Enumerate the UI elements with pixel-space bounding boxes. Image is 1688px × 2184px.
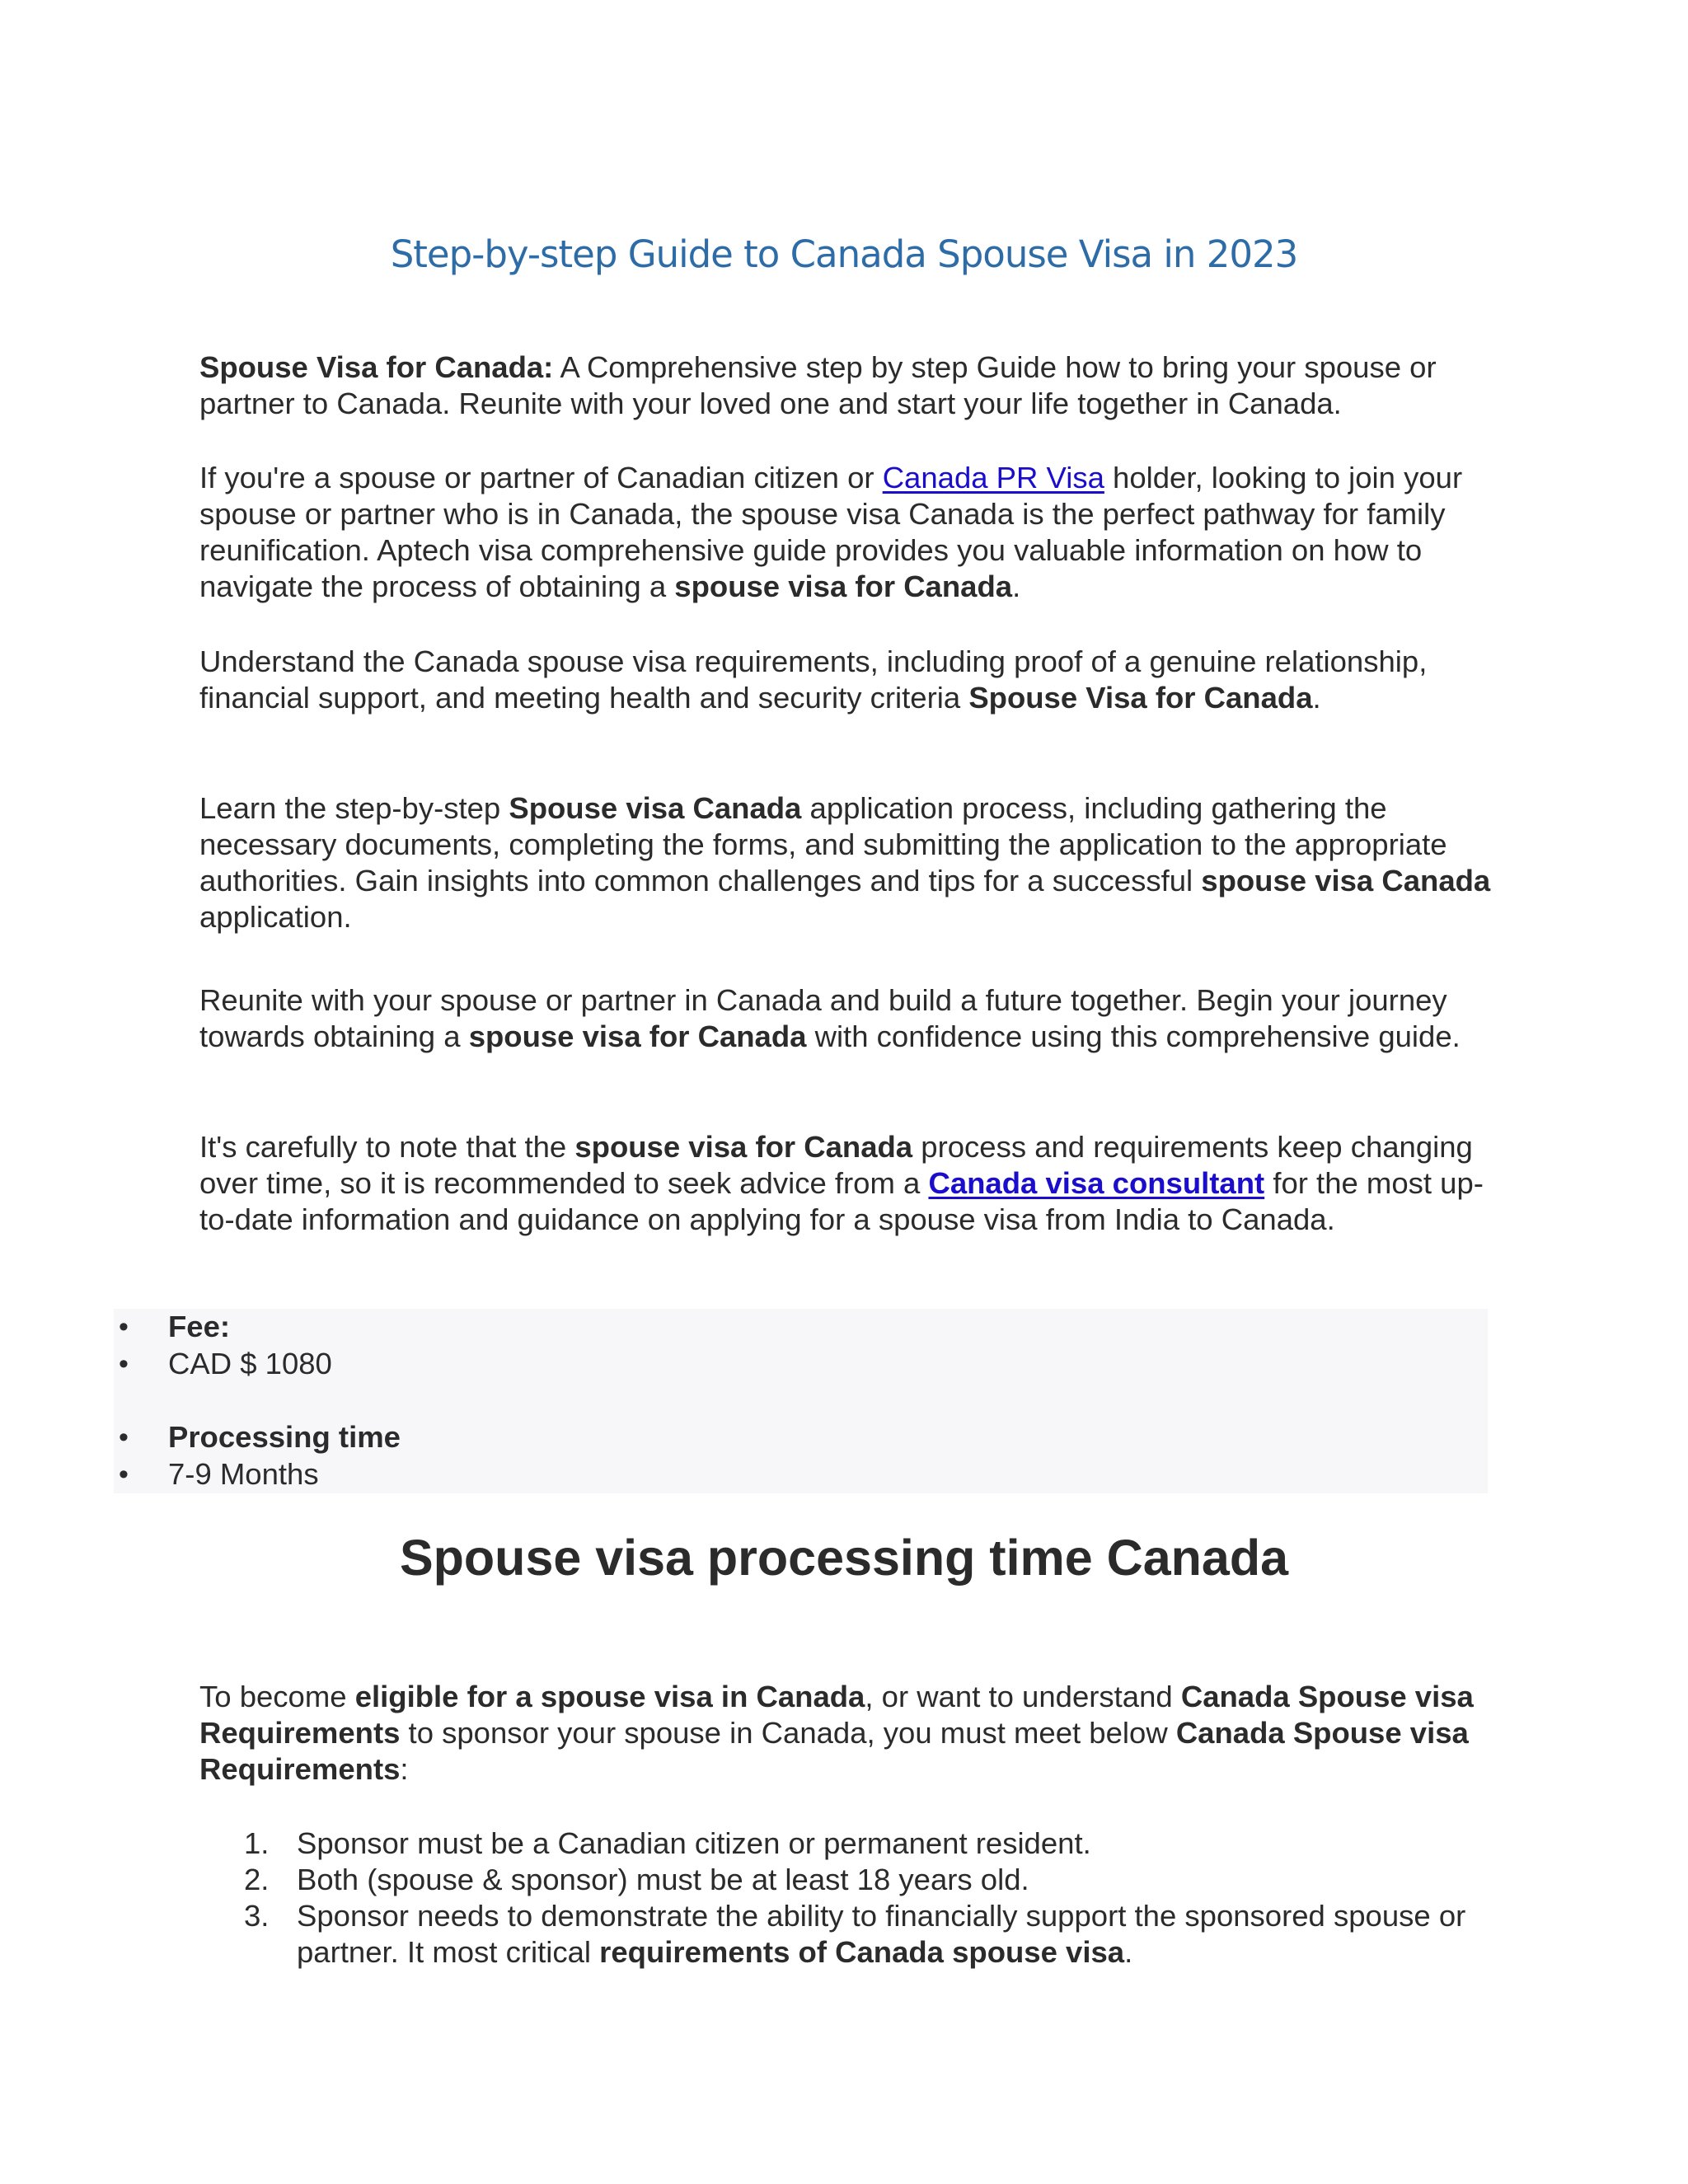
intro-bold: Spouse Visa for Canada:: [199, 350, 554, 384]
text: .: [1312, 681, 1321, 715]
text: To become: [199, 1680, 355, 1713]
text: Reunite with your spouse or partner in Canada and build a future together. Begin your journey towards obtaining a: [199, 983, 1447, 1053]
bold-text: Canada Spouse visa Requirements: [199, 1716, 1469, 1786]
bold-text: spouse visa for Canada: [674, 569, 1013, 603]
text: If you're a spouse or partner of Canadian citizen or: [199, 461, 883, 494]
list-text: [297, 1898, 1484, 1971]
text: to sponsor your spouse in Canada, you must meet below: [400, 1716, 1176, 1750]
requirements-paragraph: [199, 644, 1502, 716]
bullet-icon: •: [119, 1422, 129, 1453]
reunite-paragraph: [199, 982, 1502, 1055]
bold-text: eligible for a spouse visa in Canada: [354, 1680, 865, 1713]
text: with confidence using this comprehensive guide.: [806, 1019, 1461, 1053]
bullet-icon: •: [119, 1459, 129, 1490]
text: application process, including gathering the necessary documents, completing the forms, and submitting the application to the appropriate authorities. Gain insights into common challenges and tips for a successful: [199, 791, 1447, 898]
bold-text: Spouse visa Canada: [509, 791, 802, 825]
text: .: [1012, 569, 1021, 603]
fee-info-box: [114, 1309, 1488, 1493]
text: for the most up-to-date information and guidance on applying for a spouse visa from India to Canada.: [199, 1166, 1484, 1236]
process-paragraph: [199, 790, 1502, 935]
list-number: 2.: [244, 1863, 270, 1896]
text: Understand the Canada spouse visa requirements, including proof of a genuine relationship, financial support, and meeting health and security criteria: [199, 644, 1428, 715]
text: process and requirements keep changing over time, so it is recommended to seek advice from a: [199, 1130, 1473, 1200]
bold-text: spouse visa for Canada: [468, 1019, 807, 1053]
section-heading: Spouse visa processing time Canada: [399, 1530, 1289, 1586]
bold-text: Canada Spouse visa Requirements: [199, 1680, 1474, 1750]
bold-text: requirements of Canada spouse visa: [599, 1935, 1125, 1969]
text: application.: [199, 900, 352, 934]
list-text: Both (spouse & sponsor) must be at least 18 years old.: [297, 1863, 1029, 1896]
text: holder, looking to join your spouse or partner who is in Canada, the spouse visa Canada is the perfect pathway for family reunification. Aptech visa comprehensive guide provides you valuable information on how to navigate the process of obtaining a: [199, 461, 1463, 603]
intro-text: A Comprehensive step by step Guide how to bring your spouse or partner to Canada. Reunite with your loved one and start your life together in Canada.: [199, 350, 1437, 420]
bold-text: spouse visa Canada: [1201, 864, 1491, 898]
text: Learn the step-by-step: [199, 791, 509, 825]
fee-label: Fee:: [168, 1310, 231, 1343]
processing-time-value: 7-9 Months: [168, 1457, 319, 1491]
page-title: Step-by-step Guide to Canada Spouse Visa in 2023: [390, 232, 1298, 276]
processing-time-label: Processing time: [168, 1420, 401, 1454]
fee-value: CAD $ 1080: [168, 1347, 332, 1380]
list-text: Sponsor must be a Canadian citizen or permanent resident.: [297, 1826, 1091, 1860]
eligibility-paragraph: [199, 1679, 1502, 1788]
text: :: [400, 1752, 409, 1786]
consultant-paragraph: [199, 1129, 1502, 1238]
text: .: [1124, 1935, 1133, 1969]
text: It's carefully to note that the: [199, 1130, 575, 1164]
bold-text: spouse visa for Canada: [574, 1130, 913, 1164]
pathway-paragraph: [199, 460, 1502, 605]
intro-paragraph: [199, 349, 1502, 422]
bold-text: Spouse Visa for Canada: [968, 681, 1313, 715]
canada-visa-consultant-link[interactable]: Canada visa consultant: [928, 1166, 1265, 1200]
list-number: 3.: [244, 1899, 270, 1933]
text: , or want to understand: [865, 1680, 1181, 1713]
bullet-icon: •: [119, 1348, 129, 1380]
text: Sponsor needs to demonstrate the ability to financially support the sponsored spouse or partner. It most critical: [297, 1899, 1466, 1969]
bullet-icon: •: [119, 1311, 129, 1343]
list-number: 1.: [244, 1826, 270, 1860]
canada-pr-visa-link[interactable]: Canada PR Visa: [882, 461, 1104, 494]
